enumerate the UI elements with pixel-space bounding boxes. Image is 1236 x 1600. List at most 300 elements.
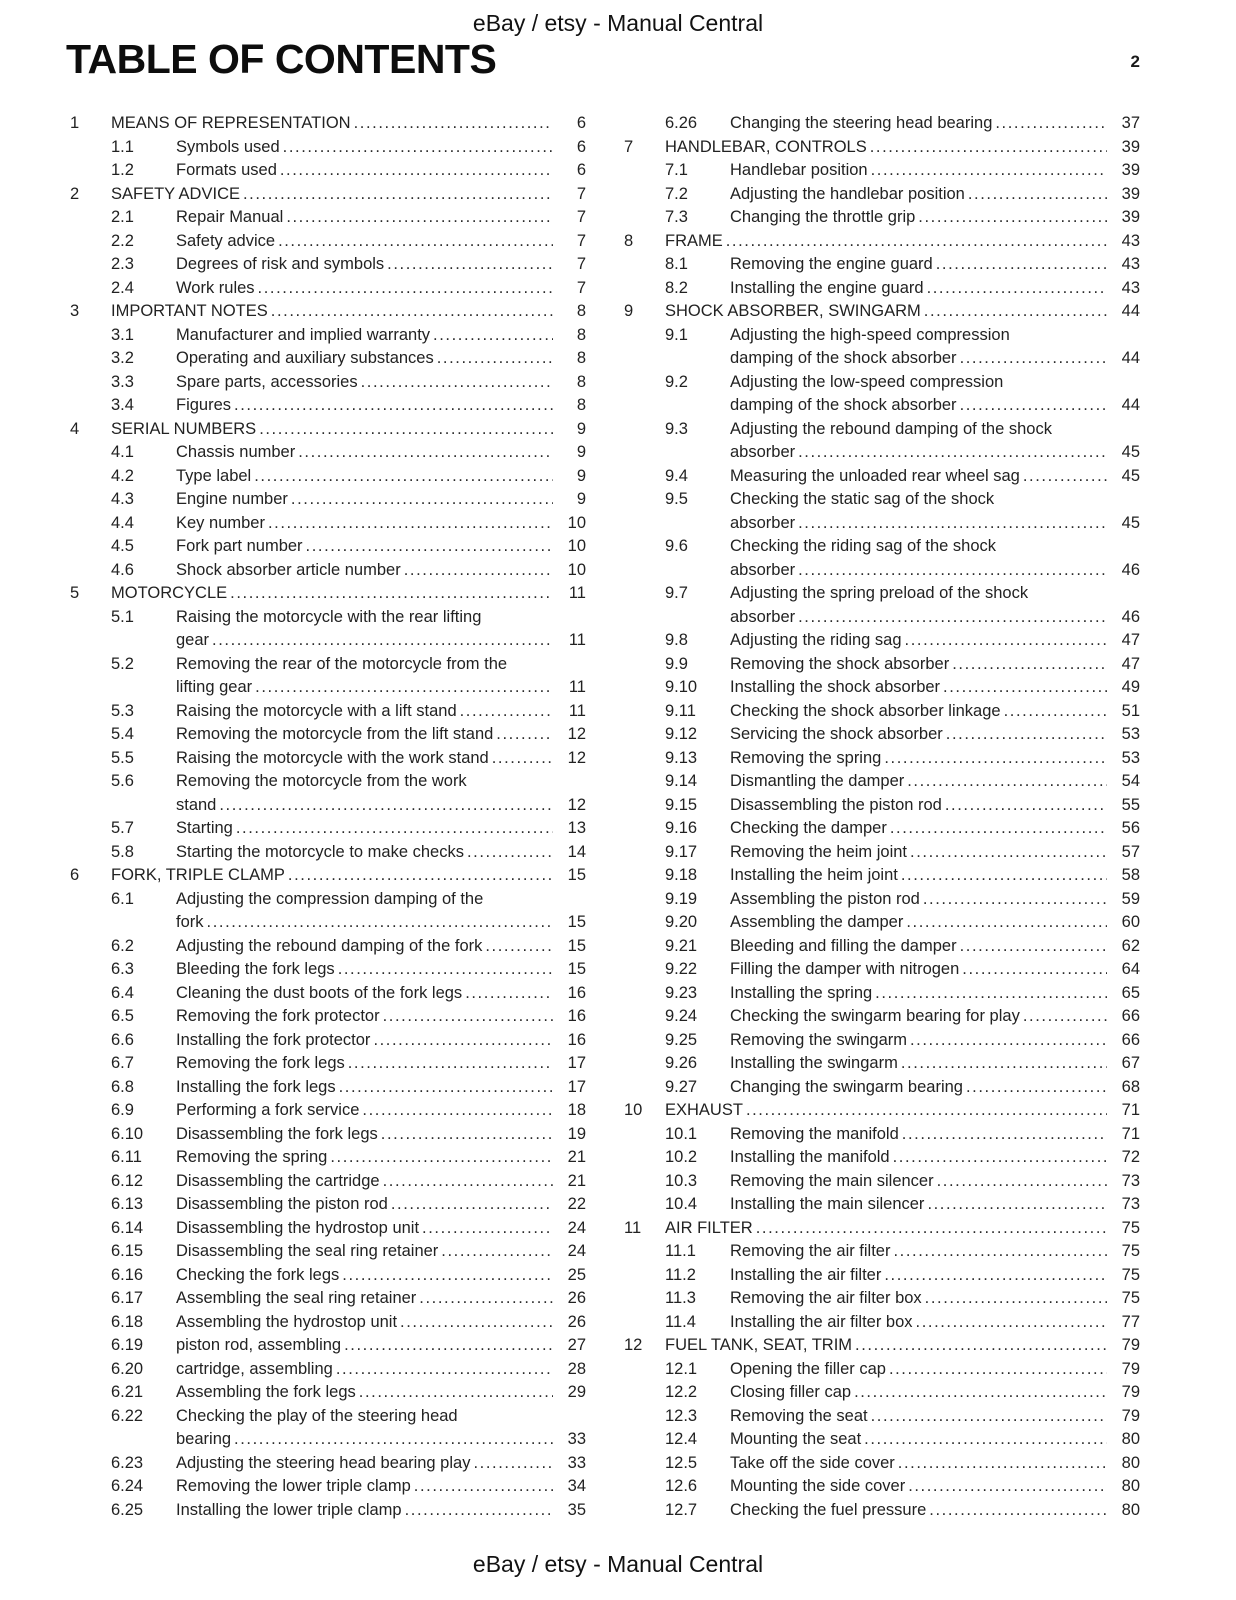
entry-title: Assembling the hydrostop unit [176, 1312, 398, 1331]
leader-dots [344, 1334, 553, 1358]
entry-title: Assembling the seal ring retainer [176, 1289, 417, 1307]
toc-entry [70, 817, 586, 841]
toc-entry [624, 1499, 1140, 1523]
toc-entry-line [624, 841, 1140, 865]
entry-title: Spare parts, accessories [176, 372, 358, 391]
toc-entry-line [624, 1123, 1140, 1147]
toc-entry-line [70, 1099, 586, 1123]
entry-page: 64 [1121, 960, 1140, 978]
entry-number: 5.3 [111, 701, 134, 720]
toc-entry [70, 1287, 586, 1311]
entry-number: 6.20 [111, 1359, 144, 1378]
toc-entry-line [70, 488, 586, 512]
entry-title: Installing the engine guard [730, 278, 924, 297]
leader-dots [207, 911, 553, 935]
toc-entry [70, 418, 586, 442]
toc-entry [70, 1381, 586, 1405]
entry-page: 39 [1121, 137, 1140, 156]
entry-title: Installing the fork protector [176, 1030, 371, 1049]
entry-number: 11.2 [665, 1265, 696, 1284]
entry-title: Symbols used [176, 137, 280, 156]
entry-number: 3.2 [111, 349, 134, 367]
leader-dots [354, 112, 553, 136]
entry-number: 8.2 [665, 278, 688, 297]
entry-number: 6.6 [111, 1030, 134, 1049]
leader-dots [422, 1217, 553, 1241]
toc-entry [70, 559, 586, 583]
entry-number: 6.13 [111, 1195, 144, 1213]
toc-entry-line [70, 676, 586, 700]
leader-dots [875, 982, 1107, 1006]
toc-entry-line [624, 441, 1140, 465]
entry-title: stand [176, 795, 217, 814]
entry-number: 6.4 [111, 983, 134, 1002]
toc-entry-line [70, 1428, 586, 1452]
entry-page: 22 [567, 1195, 586, 1213]
entry-number: 6.19 [111, 1336, 144, 1354]
leader-dots [854, 1381, 1107, 1405]
entry-number: 6.21 [111, 1383, 144, 1401]
leader-dots [916, 1311, 1107, 1335]
entry-title: Handlebar position [730, 161, 868, 179]
entry-page: 18 [567, 1101, 586, 1119]
entry-number: 6.22 [111, 1406, 144, 1425]
toc-entry-line [624, 488, 1140, 512]
entry-page: 15 [567, 960, 586, 978]
leader-dots [419, 1287, 553, 1311]
entry-number: 4.3 [111, 490, 134, 508]
toc-entry [70, 136, 586, 160]
entry-title: cartridge, assembling [176, 1359, 333, 1378]
entry-title: Adjusting the compression damping of the [176, 889, 484, 908]
entry-title: Changing the steering head bearing [730, 114, 993, 132]
toc-entry-line [624, 535, 1140, 559]
toc-entry [624, 418, 1140, 465]
entry-title: damping of the shock absorber [730, 396, 957, 414]
entry-title: Mounting the seat [730, 1430, 862, 1448]
entry-title: Filling the damper with nitrogen [730, 960, 960, 978]
leader-dots [339, 1076, 553, 1100]
toc-entry-line [70, 465, 586, 489]
entry-page: 75 [1121, 1289, 1140, 1307]
toc-entry-line [624, 1381, 1140, 1405]
toc-entry-line [624, 1029, 1140, 1053]
leader-dots [902, 1123, 1107, 1147]
entry-page: 16 [567, 1007, 586, 1025]
entry-title: Checking the riding sag of the shock [730, 537, 996, 555]
leader-dots [968, 183, 1107, 207]
entry-number: 9.19 [665, 889, 698, 908]
entry-page: 8 [576, 396, 586, 414]
entry-page: 21 [567, 1171, 586, 1190]
entry-number: 5.1 [111, 607, 134, 626]
toc-entry [70, 1005, 586, 1029]
toc-entry [70, 371, 586, 395]
toc-entry [70, 324, 586, 348]
leader-dots [485, 935, 553, 959]
entry-title: Raising the motorcycle with the work stand [176, 748, 489, 767]
toc-entry [624, 1452, 1140, 1476]
entry-number: 9.16 [665, 819, 698, 837]
entry-title: fork [176, 913, 204, 931]
entry-title: Removing the spring [176, 1148, 328, 1166]
entry-page: 67 [1121, 1054, 1140, 1072]
toc-entry [70, 1123, 586, 1147]
leader-dots [798, 606, 1107, 630]
entry-page: 59 [1121, 889, 1140, 908]
entry-page: 51 [1121, 701, 1140, 720]
toc-entry-line [624, 277, 1140, 301]
entry-title: Mounting the side cover [730, 1477, 906, 1495]
entry-page: 10 [567, 513, 586, 532]
entry-page: 7 [576, 255, 586, 273]
toc-entry-line [624, 676, 1140, 700]
entry-number: 12.1 [665, 1359, 698, 1378]
toc-entry [70, 206, 586, 230]
entry-title: Starting [176, 819, 233, 837]
entry-page: 21 [567, 1148, 586, 1166]
toc-entry-line [624, 1005, 1140, 1029]
leader-dots [283, 136, 553, 160]
toc-entry-line [70, 1358, 586, 1382]
toc-entry-line [624, 700, 1140, 724]
entry-number: 5 [70, 584, 80, 602]
toc-entry-line [624, 1475, 1140, 1499]
entry-page: 44 [1121, 349, 1140, 367]
toc-entry-line [70, 1029, 586, 1053]
entry-number: 9.23 [665, 983, 698, 1002]
leader-dots [219, 794, 553, 818]
leader-dots [884, 747, 1107, 771]
toc-entry [624, 841, 1140, 865]
leader-dots [496, 723, 553, 747]
leader-dots [258, 277, 553, 301]
leader-dots [306, 535, 553, 559]
entry-page: 45 [1121, 466, 1140, 485]
entry-page: 55 [1121, 795, 1140, 814]
entry-title: Assembling the piston rod [730, 889, 920, 908]
entry-title: Changing the swingarm bearing [730, 1077, 963, 1096]
entry-title: Removing the shock absorber [730, 654, 950, 673]
toc-entry-line [70, 582, 586, 606]
entry-number: 5.6 [111, 772, 134, 790]
toc-entry-line [70, 1452, 586, 1476]
entry-number: 12 [624, 1336, 643, 1354]
leader-dots [381, 1123, 553, 1147]
toc-entry-line [624, 112, 1140, 136]
toc-entry [624, 747, 1140, 771]
leader-dots [966, 1076, 1107, 1100]
toc-entry-line [70, 629, 586, 653]
toc-entry [624, 1334, 1140, 1358]
entry-number: 6.5 [111, 1007, 134, 1025]
entry-page: 16 [567, 1030, 586, 1049]
entry-page: 9 [576, 419, 586, 438]
entry-number: 6.23 [111, 1453, 144, 1472]
entry-page: 7 [576, 278, 586, 297]
entry-title: Disassembling the piston rod [730, 795, 942, 814]
leader-dots [960, 347, 1107, 371]
entry-title: Dismantling the damper [730, 772, 905, 790]
entry-title: Removing the spring [730, 748, 882, 767]
leader-dots [726, 230, 1107, 254]
entry-page: 72 [1121, 1148, 1140, 1166]
entry-page: 9 [576, 490, 586, 508]
leader-dots [893, 1240, 1107, 1264]
entry-title: Cleaning the dust boots of the fork legs [176, 983, 463, 1002]
entry-number: 6.3 [111, 960, 134, 978]
toc-entry-line [624, 159, 1140, 183]
entry-number: 9.17 [665, 842, 698, 861]
entry-page: 37 [1121, 114, 1140, 132]
toc-entry-line [70, 253, 586, 277]
leader-dots [338, 958, 553, 982]
leader-dots [414, 1475, 553, 1499]
entry-title: Checking the shock absorber linkage [730, 701, 1001, 720]
leader-dots [460, 700, 553, 724]
toc-entry-line [70, 347, 586, 371]
toc-entry-line [624, 935, 1140, 959]
toc-entry-line [624, 183, 1140, 207]
entry-title: absorber [730, 560, 796, 579]
entry-title: Adjusting the low-speed compression [730, 372, 1004, 391]
toc-entry-line [624, 794, 1140, 818]
leader-dots [391, 1193, 553, 1217]
leader-dots [280, 159, 553, 183]
header-watermark: eBay / etsy - Manual Central [472, 10, 764, 36]
entry-number: 9.27 [665, 1077, 698, 1096]
toc-entry [70, 1452, 586, 1476]
toc-columns [70, 112, 1140, 1522]
entry-title: bearing [176, 1430, 232, 1448]
toc-entry-line [70, 1076, 586, 1100]
entry-title: Starting the motorcycle to make checks [176, 842, 464, 861]
entry-title: Removing the motorcycle from the lift stand [176, 725, 494, 743]
entry-title: Installing the fork legs [176, 1077, 336, 1096]
toc-column-left [70, 112, 586, 1522]
toc-entry [70, 1146, 586, 1170]
toc-entry [624, 1428, 1140, 1452]
entry-page: 47 [1121, 631, 1140, 649]
leader-dots [756, 1217, 1107, 1241]
toc-entry-line [70, 747, 586, 771]
entry-number: 12.6 [665, 1477, 698, 1495]
toc-entry [624, 700, 1140, 724]
entry-page: 45 [1121, 443, 1140, 461]
toc-entry [624, 653, 1140, 677]
toc-entry [70, 1076, 586, 1100]
leader-dots [937, 1170, 1107, 1194]
leader-dots [404, 559, 553, 583]
entry-page: 10 [567, 537, 586, 555]
toc-entry-line [624, 653, 1140, 677]
entry-title: Disassembling the piston rod [176, 1195, 388, 1213]
entry-title: Removing the heim joint [730, 842, 908, 861]
entry-title: Removing the main silencer [730, 1171, 934, 1190]
entry-title: Installing the main silencer [730, 1195, 925, 1213]
toc-entry [70, 582, 586, 606]
toc-entry-line [624, 629, 1140, 653]
toc-entry [624, 277, 1140, 301]
entry-number: 4.1 [111, 443, 134, 461]
entry-page: 12 [567, 725, 586, 743]
entry-page: 71 [1121, 1124, 1140, 1143]
toc-entry [70, 488, 586, 512]
leader-dots [383, 1005, 553, 1029]
entry-page: 11 [568, 678, 586, 696]
toc-entry [624, 136, 1140, 160]
toc-entry-line [624, 1428, 1140, 1452]
leader-dots [234, 1428, 553, 1452]
entry-page: 24 [567, 1242, 586, 1260]
entry-title: Installing the swingarm [730, 1054, 898, 1072]
toc-entry-line [70, 206, 586, 230]
entry-page: 10 [567, 560, 586, 579]
entry-number: 9.15 [665, 795, 698, 814]
entry-number: 6.18 [111, 1312, 144, 1331]
entry-number: 5.8 [111, 842, 134, 861]
toc-entry-line [70, 1005, 586, 1029]
leader-dots [901, 1052, 1107, 1076]
toc-entry [70, 1052, 586, 1076]
entry-title: Checking the fork legs [176, 1265, 340, 1284]
toc-entry-line [70, 794, 586, 818]
entry-page: 24 [567, 1218, 586, 1237]
entry-number: 9.3 [665, 419, 688, 438]
toc-entry [624, 676, 1140, 700]
entry-page: 75 [1121, 1242, 1140, 1260]
entry-title: Removing the motorcycle from the work [176, 772, 467, 790]
entry-page: 46 [1121, 560, 1140, 579]
toc-entry [70, 841, 586, 865]
entry-title: Disassembling the seal ring retainer [176, 1242, 439, 1260]
leader-dots [362, 1099, 553, 1123]
entry-title: Measuring the unloaded rear wheel sag [730, 466, 1020, 485]
entry-number: 8 [624, 231, 634, 250]
leader-dots [910, 841, 1107, 865]
entry-page: 54 [1121, 772, 1140, 790]
entry-number: 6.16 [111, 1265, 144, 1284]
entry-page: 8 [576, 349, 586, 367]
toc-entry [624, 958, 1140, 982]
toc-entry [624, 1146, 1140, 1170]
leader-dots [927, 277, 1107, 301]
entry-title: Closing filler cap [730, 1383, 852, 1401]
toc-entry-line [70, 1240, 586, 1264]
entry-number: 7.1 [665, 161, 688, 179]
toc-entry-line [70, 1405, 586, 1429]
entry-page: 79 [1121, 1383, 1140, 1401]
entry-page: 19 [567, 1124, 586, 1143]
entry-number: 3 [70, 302, 80, 320]
toc-entry [70, 277, 586, 301]
entry-title: Installing the air filter [730, 1265, 882, 1284]
toc-entry-line [70, 770, 586, 794]
leader-dots [855, 1334, 1107, 1358]
toc-entry-line [70, 1052, 586, 1076]
entry-page: 43 [1121, 231, 1140, 250]
entry-page: 7 [576, 208, 586, 226]
entry-number: 12.3 [665, 1406, 698, 1425]
entry-title: Formats used [176, 161, 277, 179]
entry-title: Adjusting the rebound damping of the fork [176, 936, 483, 955]
entry-title: Changing the throttle grip [730, 208, 916, 226]
leader-dots [359, 1381, 553, 1405]
entry-title: Installing the heim joint [730, 866, 898, 884]
leader-dots [962, 958, 1107, 982]
toc-entry [70, 1334, 586, 1358]
leader-dots [433, 324, 553, 348]
leader-dots [243, 183, 553, 207]
entry-number: 2.4 [111, 278, 134, 297]
entry-number: 2.1 [111, 208, 134, 226]
entry-number: 3.3 [111, 372, 134, 391]
entry-title: Degrees of risk and symbols [176, 255, 385, 273]
entry-number: 6.8 [111, 1077, 134, 1096]
toc-entry [70, 253, 586, 277]
entry-page: 34 [567, 1477, 586, 1495]
toc-entry [624, 488, 1140, 535]
entry-page: 73 [1121, 1195, 1140, 1213]
entry-page: 39 [1121, 208, 1140, 226]
toc-entry [70, 770, 586, 817]
toc-entry [70, 159, 586, 183]
entry-title: IMPORTANT NOTES [111, 302, 268, 320]
toc-entry-line [624, 958, 1140, 982]
entry-page: 8 [576, 302, 586, 320]
entry-title: Work rules [176, 278, 255, 297]
entry-number: 11.4 [665, 1312, 696, 1331]
toc-entry [70, 1264, 586, 1288]
entry-title: Operating and auxiliary substances [176, 349, 434, 367]
entry-page: 28 [567, 1359, 586, 1378]
entry-title: Bleeding the fork legs [176, 960, 335, 978]
toc-entry [624, 1076, 1140, 1100]
entry-number: 3.4 [111, 396, 134, 414]
toc-entry-line [70, 1334, 586, 1358]
entry-number: 10.4 [665, 1195, 698, 1213]
entry-page: 6 [576, 161, 586, 179]
leader-dots [927, 1193, 1107, 1217]
toc-entry-line [70, 1475, 586, 1499]
leader-dots [945, 794, 1107, 818]
entry-number: 6.17 [111, 1289, 144, 1307]
entry-number: 6.25 [111, 1500, 144, 1519]
entry-title: MOTORCYCLE [111, 584, 228, 602]
entry-title: Removing the lower triple clamp [176, 1477, 411, 1495]
entry-number: 5.2 [111, 654, 134, 673]
toc-entry [70, 1193, 586, 1217]
entry-title: Shock absorber article number [176, 560, 401, 579]
entry-page: 66 [1121, 1007, 1140, 1025]
toc-entry [70, 512, 586, 536]
entry-page: 71 [1121, 1101, 1140, 1119]
entry-page: 16 [567, 983, 586, 1002]
entry-number: 9.6 [665, 537, 688, 555]
toc-entry [624, 1264, 1140, 1288]
entry-title: AIR FILTER [665, 1218, 753, 1237]
toc-entry-line [624, 136, 1140, 160]
leader-dots [1004, 700, 1107, 724]
entry-number: 9.8 [665, 631, 688, 649]
entry-page: 35 [567, 1500, 586, 1519]
entry-number: 9.5 [665, 490, 688, 508]
leader-dots [929, 1499, 1107, 1523]
toc-entry-line [70, 277, 586, 301]
leader-dots [1023, 1005, 1107, 1029]
toc-entry [624, 1217, 1140, 1241]
leader-dots [278, 230, 553, 254]
